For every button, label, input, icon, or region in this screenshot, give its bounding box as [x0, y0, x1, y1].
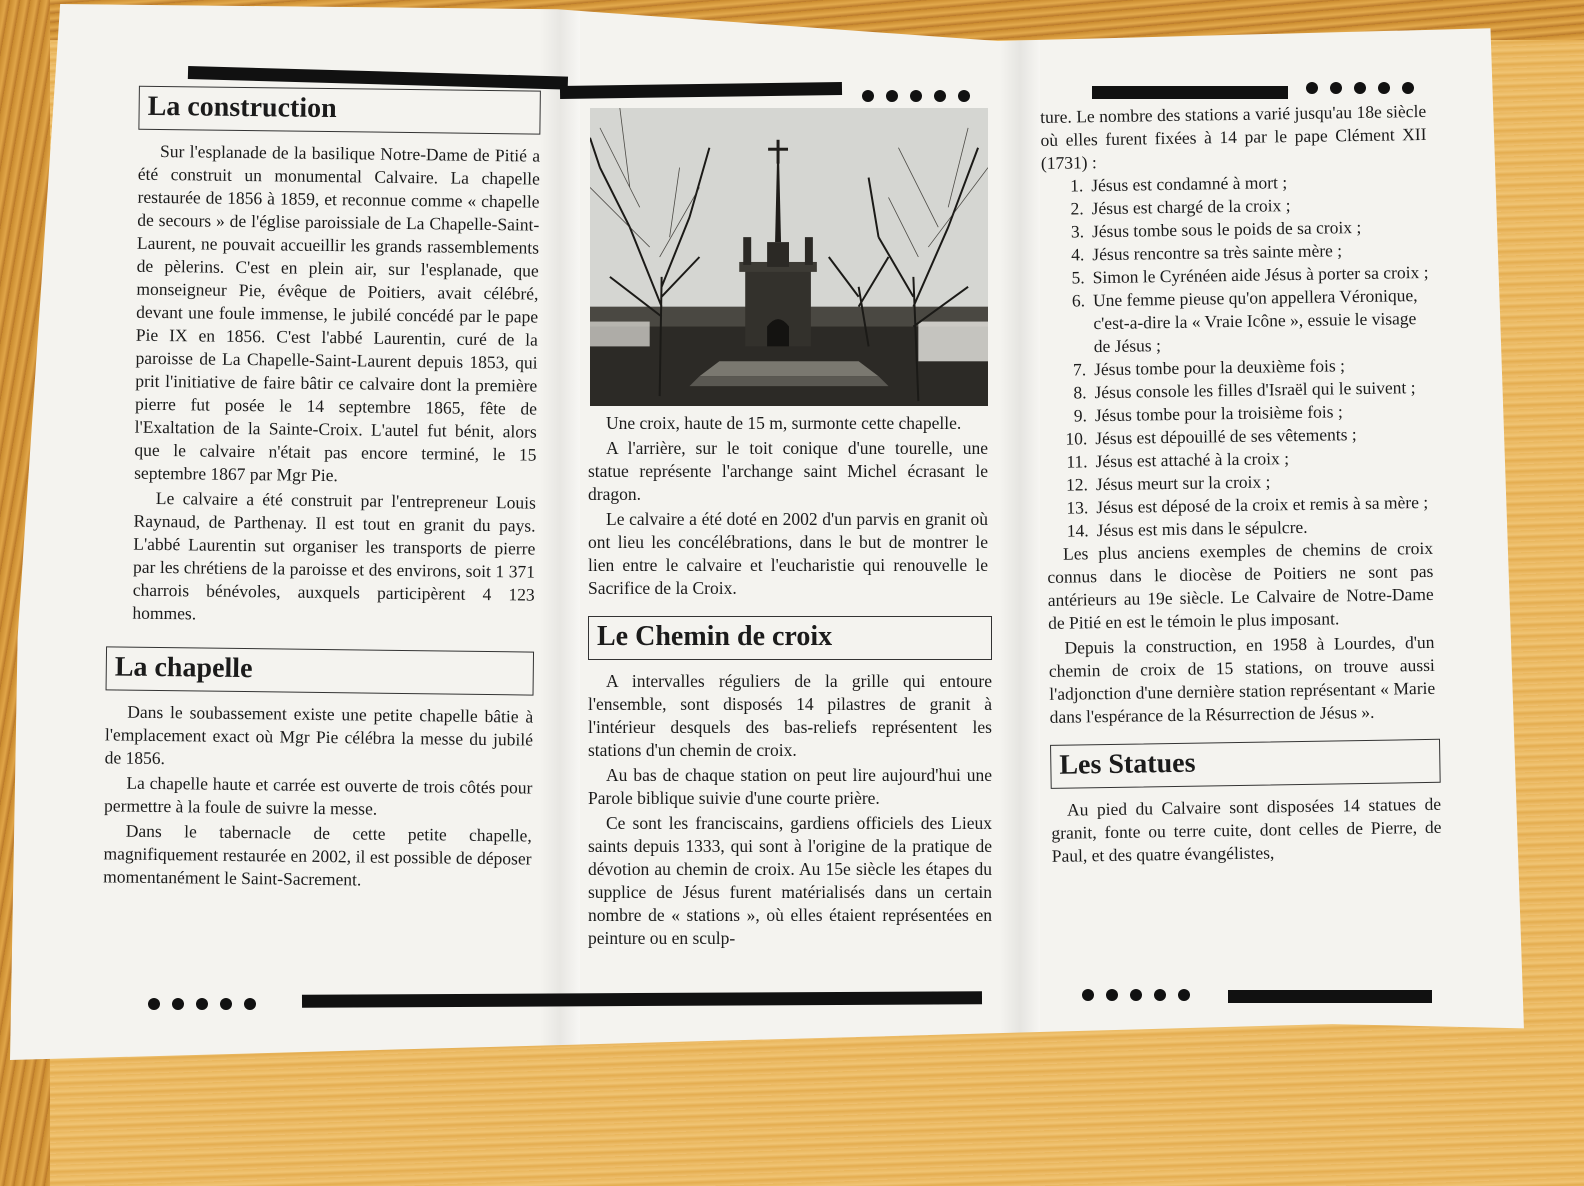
calvary-photo	[590, 108, 988, 406]
station-text: Jésus est condamné à mort ;	[1091, 172, 1288, 196]
dot	[196, 998, 208, 1010]
dot	[1106, 989, 1118, 1001]
section-heading: Les Statues	[1050, 739, 1441, 789]
paragraph: Sur l'esplanade de la basilique Notre-Dame de Pitié a été construit un monumental Calvaire. La chapelle restaurée de 1856 à 1859, et reconnue comme « chapelle de secours » de l'église paroissiale de La Chapelle-Saint-Laurent, ne pouvait accueillir les grands rassemblements de pèlerins. C'est en plein air, sur l'esplanade, que monseigneur Pie, évêque de Poitiers, avait célébré, devant une foule immense, le jubilé concédé par le pape Pie IX en 1856. C'est l'abbé Laurentin, curé de la paroisse de La Chapelle-Saint-Laurent depuis 1853, qui prit l'initiative de faire bâtir ce calvaire dont la première pierre fut posée le 14 septembre 1865, fête de l'Exaltation de la Sainte-Croix. L'autel fut bénit, alors que le calvaire n'était pas encore terminé, le 15 septembre 1867 par Mgr Pie.	[134, 140, 541, 486]
station-text: Jésus tombe sous le poids de sa croix ;	[1091, 216, 1362, 242]
paragraph: La chapelle haute et carrée est ouverte de trois côtés pour permettre à la foule de suivre la messe.	[104, 772, 533, 819]
station-number: 5.	[1071, 267, 1085, 288]
dot	[934, 90, 946, 102]
station-number: 7.	[1072, 359, 1087, 380]
bottom-dots-left	[148, 998, 256, 1010]
section-heading: La construction	[138, 86, 541, 135]
dot	[1154, 989, 1166, 1001]
right-column	[1040, 100, 1442, 868]
station-text: Jésus est attaché à la croix ;	[1095, 448, 1290, 472]
paragraph: Au pied du Calvaire sont disposées 14 statues de granit, fonte ou terre cuite, dont celles de Pierre, de Paul, et des quatre évangélistes,	[1051, 793, 1442, 866]
station-text: Jésus est dépouillé de ses vêtements ;	[1095, 424, 1357, 449]
section-heading: La chapelle	[106, 646, 535, 695]
dot	[910, 90, 922, 102]
dot	[148, 998, 160, 1010]
paragraph: ture. Le nombre des stations a varié jusqu'au 18e siècle où elles furent fixées à 14 par le pape Clément XII (1731) :	[1040, 100, 1427, 173]
dot	[172, 998, 184, 1010]
section-chapelle	[103, 646, 534, 893]
fold-crease	[540, 4, 580, 1060]
bottom-dots-right	[1082, 989, 1190, 1001]
dot	[244, 998, 256, 1010]
station-number: 6.	[1071, 290, 1086, 311]
top-dots-right	[1306, 82, 1414, 94]
station-text: Jésus meurt sur la croix ;	[1095, 471, 1271, 495]
station-number: 2.	[1070, 198, 1084, 219]
fold-crease	[1000, 4, 1040, 1060]
dot	[862, 90, 874, 102]
left-column	[103, 85, 545, 893]
top-bar-right	[1092, 86, 1288, 99]
paragraph: Une croix, haute de 15 m, surmonte cette chapelle.	[606, 413, 962, 433]
middle-column	[588, 412, 992, 950]
section-construction	[132, 86, 541, 630]
section-statues	[1050, 739, 1442, 868]
top-dots-middle	[862, 90, 970, 102]
paragraph: Dans le soubassement existe une petite chapelle bâtie à l'emplacement exact où Mgr Pie célébra la messe du jubilé de 1856.	[104, 701, 534, 769]
dot	[1178, 989, 1190, 1001]
dot	[1082, 989, 1094, 1001]
paragraph: Les plus anciens exemples de chemins de croix connus dans le diocèse de Poitiers ne sont pas antérieurs au 19e siècle. Le Calvaire de Notre-Dame de Pitié en est le témoin le plus imposant.	[1047, 537, 1434, 633]
station-number: 13.	[1066, 497, 1089, 518]
dot	[1354, 82, 1366, 94]
section-chemin-de-croix	[588, 616, 992, 950]
bottom-bar-right	[1228, 990, 1432, 1003]
station-number: 12.	[1065, 474, 1089, 495]
paragraph: A l'arrière, sur le toit conique d'une tourelle, une statue représente l'archange saint Michel écrasant le dragon.	[588, 438, 988, 504]
station-number: 1.	[1069, 175, 1084, 196]
stations-list	[1041, 169, 1433, 543]
paragraph: Le calvaire a été construit par l'entrepreneur Louis Raynaud, de Parthenay. Il est tout en granit du pays. L'abbé Laurentin sut organiser les transports de pierre par les chrétiens de la paroisse et des environs, soit 1 371 charrois bénévoles, auxquels participèrent 4 123 hommes.	[132, 487, 536, 624]
station-text: Jésus console les filles d'Israël qui le suivent ;	[1094, 377, 1416, 403]
dot	[1130, 989, 1142, 1001]
dot	[220, 998, 232, 1010]
station-text: Simon le Cyrénéen aide Jésus à porter sa croix ;	[1092, 261, 1429, 288]
station-text: Jésus est mis dans le sépulcre.	[1096, 516, 1308, 541]
dot	[1330, 82, 1342, 94]
paragraph: Au bas de chaque station on peut lire aujourd'hui une Parole biblique suivie d'une courte prière.	[588, 765, 992, 808]
dot	[1306, 82, 1318, 94]
station-text: Jésus est chargé de la croix ;	[1091, 195, 1291, 219]
calvary-image	[590, 108, 988, 406]
paragraph: Dans le tabernacle de cette petite chapelle, magnifiquement restaurée en 2002, il est possible de déposer momentanément le Saint-Sacrement.	[103, 820, 532, 890]
station-number: 4.	[1071, 244, 1085, 265]
dot	[958, 90, 970, 102]
station-text: Jésus tombe pour la troisième fois ;	[1094, 401, 1343, 426]
station-number: 9.	[1073, 405, 1088, 426]
section-heading: Le Chemin de croix	[588, 616, 992, 660]
station-text: Une femme pieuse qu'on appellera Véronique, c'est-a-dire la « Vraie Icône », essuie le visage de Jésus ;	[1092, 285, 1418, 357]
paragraph: A intervalles réguliers de la grille qui entoure l'ensemble, sont disposés 14 pilastres de granit à l'intérieur desquels des bas-reliefs représentent les stations d'un chemin de croix.	[588, 671, 992, 760]
station-number: 14.	[1066, 520, 1089, 541]
station-text: Jésus rencontre sa très sainte mère ;	[1092, 240, 1343, 265]
station-item	[1043, 284, 1430, 359]
station-number: 11.	[1066, 451, 1088, 472]
dot	[1378, 82, 1390, 94]
paragraph: Ce sont les franciscains, gardiens officiels des Lieux saints depuis 1333, qui sont à l'origine de la pratique de dévotion au chemin de croix. Au 15e siècle les étapes du supplice de Jésus furent matérialisés dans un certain nombre de « stations », où elles étaient représentées en peinture ou en sculp-	[588, 813, 992, 948]
paragraph: Depuis la construction, en 1958 à Lourdes, d'un chemin de croix de 15 stations, on trouve aussi l'adjonction d'une dernière station représentant « Marie dans l'espérance de la Résurrection de Jésus ».	[1048, 631, 1436, 727]
dot	[886, 90, 898, 102]
station-text: Jésus tombe pour la deuxième fois ;	[1093, 355, 1346, 380]
dot	[1402, 82, 1414, 94]
station-text: Jésus est déposé de la croix et remis à sa mère ;	[1096, 491, 1429, 518]
station-number: 10.	[1065, 428, 1088, 449]
station-number: 3.	[1070, 221, 1085, 242]
station-number: 8.	[1073, 382, 1087, 403]
paragraph: Le calvaire a été doté en 2002 d'un parvis en granit où ont lieu les concélébrations, dans le but de montrer le lien entre le calvaire et l'eucharistie qui renouvelle le Sacrifice de la Croix.	[588, 509, 988, 598]
